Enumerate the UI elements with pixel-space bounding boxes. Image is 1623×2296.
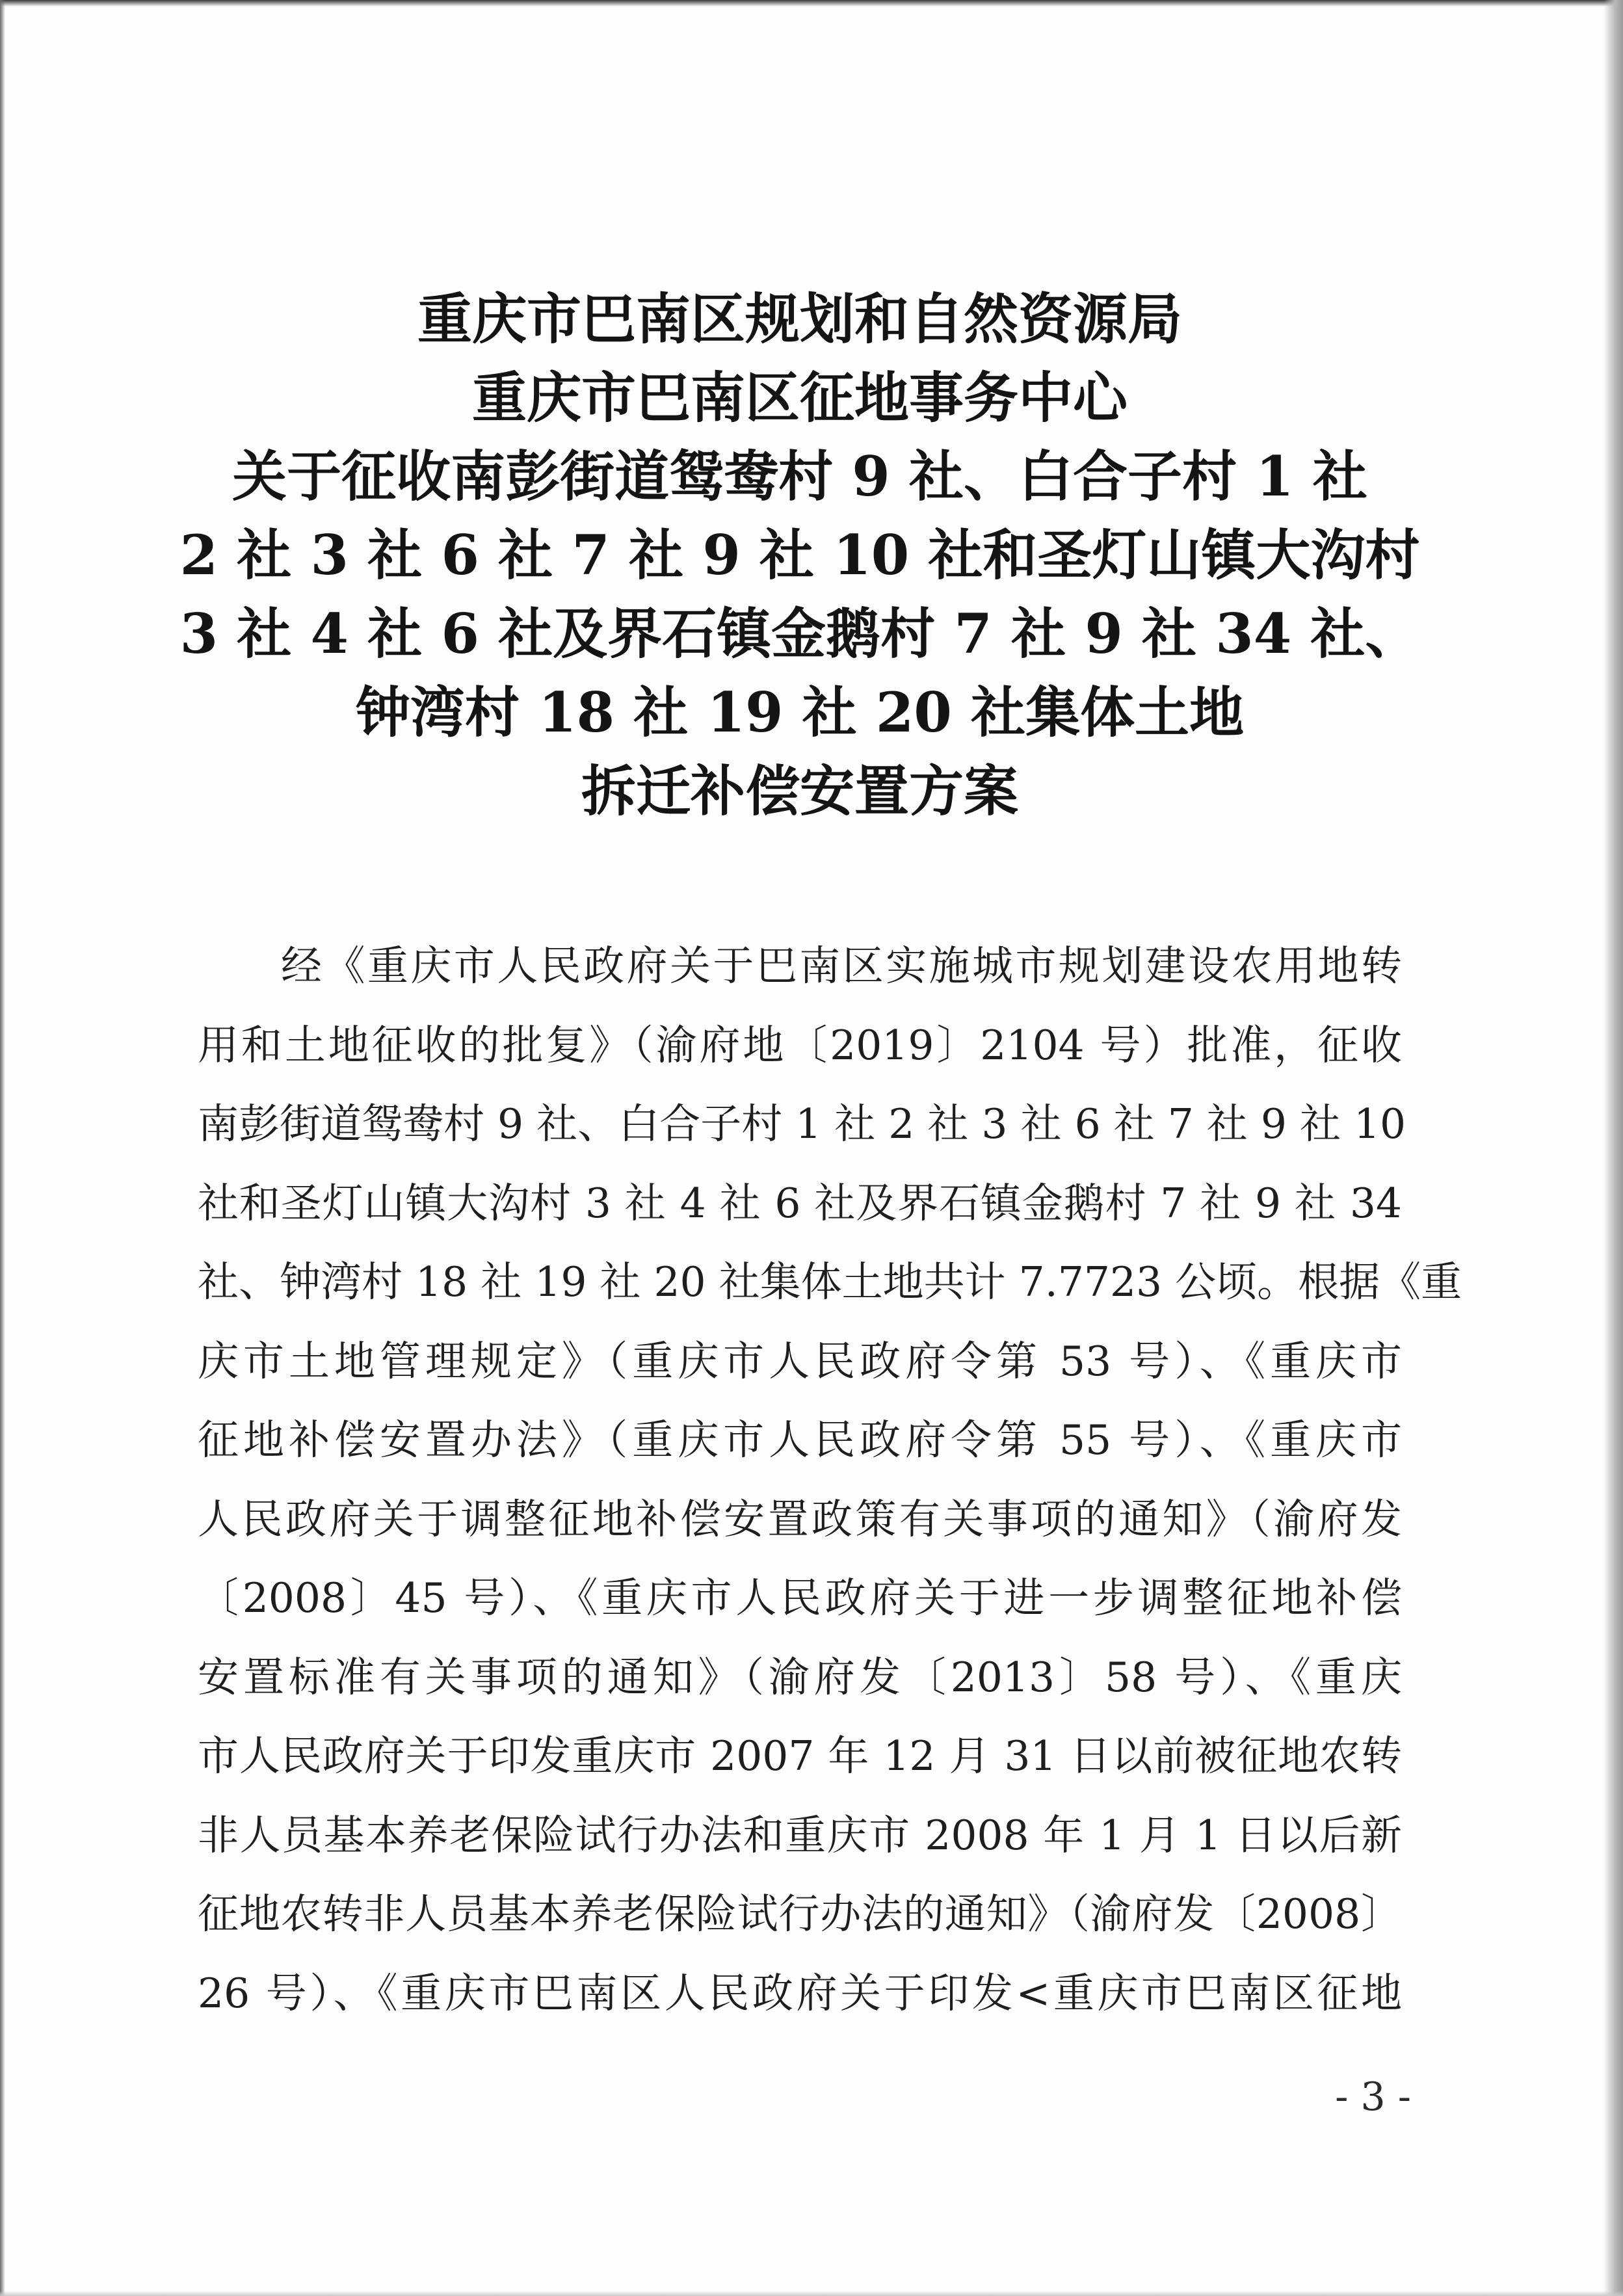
body-line: 庆市土地管理规定》（重庆市人民政府令第 53 号）、《重庆市	[198, 1337, 1402, 1385]
scan-edge-top	[0, 0, 1623, 7]
body-line: 征地补偿安置办法》（重庆市人民政府令第 55 号）、《重庆市	[198, 1416, 1402, 1464]
document-title	[130, 280, 1470, 830]
title-line: 钟湾村 18 社 19 社 20 社集体土地	[355, 680, 1245, 745]
scan-edge-left	[0, 0, 5, 2296]
body-line: 征地农转非人员基本养老保险试行办法的通知》（渝府发〔2008〕	[198, 1890, 1402, 1938]
title-line: 关于征收南彭街道鸳鸯村 9 社、白合子村 1 社	[232, 444, 1367, 508]
title-line: 重庆市巴南区规划和自然资源局	[417, 287, 1182, 351]
body-line: 社、钟湾村 18 社 19 社 20 社集体土地共计 7.7723 公顷。根据《重	[198, 1258, 1462, 1306]
title-line: 3 社 4 社 6 社及界石镇金鹅村 7 社 9 社 34 社、	[179, 601, 1420, 666]
body-line: 26 号）、《重庆市巴南区人民政府关于印发<重庆市巴南区征地	[198, 1969, 1402, 2017]
body-line: 非人员基本养老保险试行办法和重庆市 2008 年 1 月 1 日以后新	[198, 1811, 1402, 1859]
body-line: 用和土地征收的批复》（渝府地〔2019〕2104 号）批准，征收	[198, 1021, 1402, 1069]
page-number: - 3 -	[1335, 2074, 1411, 2120]
title-line: 2 社 3 社 6 社 7 社 9 社 10 社和圣灯山镇大沟村	[179, 523, 1420, 587]
body-line: 社和圣灯山镇大沟村 3 社 4 社 6 社及界石镇金鹅村 7 社 9 社 34	[198, 1179, 1402, 1227]
title-line: 重庆市巴南区征地事务中心	[471, 365, 1128, 430]
body-line: 人民政府关于调整征地补偿安置政策有关事项的通知》（渝府发	[198, 1495, 1402, 1543]
scan-edge-right	[1603, 0, 1623, 2296]
body-line: 安置标准有关事项的通知》（渝府发〔2013〕58 号）、《重庆	[198, 1653, 1402, 1701]
title-line: 拆迁补偿安置方案	[581, 759, 1018, 823]
body-paragraph	[198, 927, 1462, 2033]
body-line: 经《重庆市人民政府关于巴南区实施城市规划建设农用地转	[281, 942, 1402, 990]
body-line: 市人民政府关于印发重庆市 2007 年 12 月 31 日以前被征地农转	[198, 1732, 1402, 1780]
body-line: 南彭街道鸳鸯村 9 社、白合子村 1 社 2 社 3 社 6 社 7 社 9 社 10	[198, 1100, 1406, 1148]
scan-edge-bottom	[0, 2291, 1623, 2296]
body-line: 〔2008〕45 号）、《重庆市人民政府关于进一步调整征地补偿	[198, 1574, 1402, 1622]
